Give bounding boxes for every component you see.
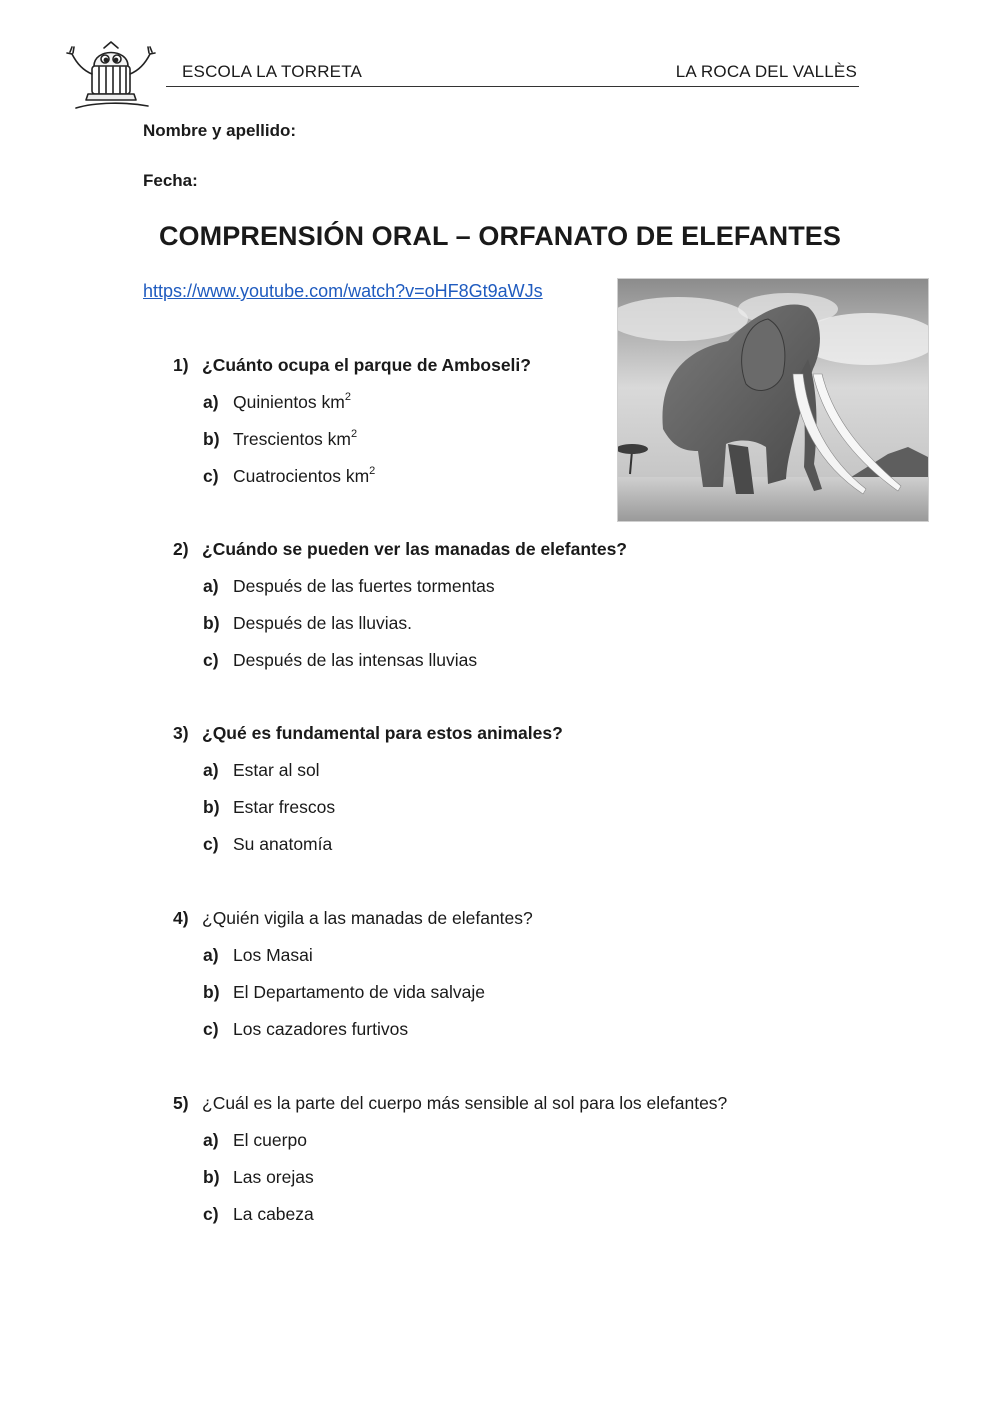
option-b xyxy=(203,429,357,450)
question-text: ¿Cuánto ocupa el parque de Amboseli? xyxy=(202,355,531,375)
option-text: Después de las intensas lluvias xyxy=(233,650,478,670)
option-letter: c) xyxy=(203,1204,219,1224)
option-text: Las orejas xyxy=(233,1167,314,1187)
question-number: 4) xyxy=(173,908,189,928)
town-name: LA ROCA DEL VALLÈS xyxy=(675,62,857,81)
option-letter: a) xyxy=(203,1130,219,1150)
date-field-label: Fecha: xyxy=(143,171,198,190)
option-letter: a) xyxy=(203,760,219,780)
option-c xyxy=(203,1204,314,1225)
question-text: ¿Cuál es la parte del cuerpo más sensible al sol para los elefantes? xyxy=(202,1093,728,1113)
option-letter: a) xyxy=(203,576,219,596)
option-a xyxy=(203,576,495,597)
option-letter: c) xyxy=(203,1019,219,1039)
option-text: Su anatomía xyxy=(233,834,333,854)
superscript: 2 xyxy=(369,465,376,477)
option-a xyxy=(203,760,320,781)
option-letter: c) xyxy=(203,650,219,670)
option-letter: a) xyxy=(203,392,219,412)
option-a xyxy=(203,392,351,413)
option-b xyxy=(203,1167,314,1188)
option-text: Los Masai xyxy=(233,945,313,965)
option-text: La cabeza xyxy=(233,1204,314,1224)
question-number: 5) xyxy=(173,1093,189,1113)
option-letter: b) xyxy=(203,1167,220,1187)
option-text: Los cazadores furtivos xyxy=(233,1019,409,1039)
option-letter: c) xyxy=(203,834,219,854)
name-field-label: Nombre y apellido: xyxy=(143,121,297,140)
option-text: Cuatrocientos km xyxy=(233,466,370,486)
school-name: ESCOLA LA TORRETA xyxy=(182,62,363,81)
option-c xyxy=(203,650,477,671)
school-logo-icon xyxy=(66,36,156,112)
option-b xyxy=(203,797,335,818)
question-number: 2) xyxy=(173,539,189,559)
question-number: 3) xyxy=(173,723,189,743)
option-text: Trescientos km xyxy=(233,429,351,449)
option-text: Después de las lluvias. xyxy=(233,613,412,633)
option-b xyxy=(203,613,412,634)
option-text: Después de las fuertes tormentas xyxy=(233,576,495,596)
option-letter: b) xyxy=(203,982,220,1002)
question-number: 1) xyxy=(173,355,189,375)
option-text: Estar frescos xyxy=(233,797,336,817)
option-c xyxy=(203,834,332,855)
option-b xyxy=(203,982,485,1003)
option-letter: a) xyxy=(203,945,219,965)
option-text: El Departamento de vida salvaje xyxy=(233,982,485,1002)
option-letter: b) xyxy=(203,613,220,633)
page-title: COMPRENSIÓN ORAL – ORFANATO DE ELEFANTES xyxy=(158,221,842,251)
elephant-photo xyxy=(617,278,929,522)
option-letter: c) xyxy=(203,466,219,486)
option-text: Estar al sol xyxy=(233,760,320,780)
option-a xyxy=(203,1130,307,1151)
option-letter: b) xyxy=(203,429,220,449)
header-divider xyxy=(166,86,859,87)
question-text: ¿Quién vigila a las manadas de elefantes? xyxy=(202,908,533,928)
superscript: 2 xyxy=(351,428,358,440)
video-link[interactable]: https://www.youtube.com/watch?v=oHF8Gt9aWJs xyxy=(143,281,543,301)
option-a xyxy=(203,945,313,966)
option-c xyxy=(203,1019,408,1040)
question-text: ¿Cuándo se pueden ver las manadas de elefantes? xyxy=(202,539,627,559)
option-text: Quinientos km xyxy=(233,392,345,412)
option-text: El cuerpo xyxy=(233,1130,307,1150)
superscript: 2 xyxy=(344,391,351,403)
question-text: ¿Qué es fundamental para estos animales? xyxy=(202,723,563,743)
option-letter: b) xyxy=(203,797,220,817)
option-c xyxy=(203,466,375,487)
